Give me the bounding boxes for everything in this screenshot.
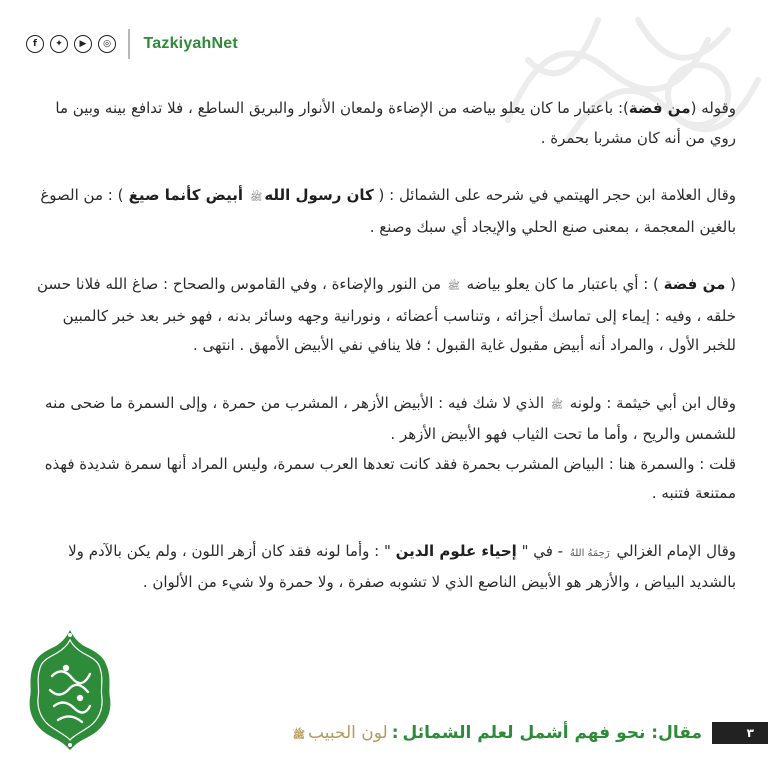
paragraph-5	[34, 537, 736, 598]
text-segment: " : وأما لونه فقد كان أزهر اللون ، ولم يكن بالآدم ولا بالشديد البياض ، والأزهر هو الأبيض الناصع الذي لا تشوبه صفرة ، ولا حمرة ولا شيء من الألوان .	[68, 541, 736, 591]
honorific-symbol: ﷺ	[250, 192, 263, 203]
highlight-phrase: أبيض كأنما صيغ	[123, 186, 249, 204]
article-body	[34, 94, 736, 626]
paragraph-3	[34, 270, 736, 361]
honorific-symbol: ﷺ	[292, 730, 306, 741]
honorific-phrase: رَحِمَهُ اللهُ	[569, 547, 610, 559]
facebook-icon[interactable]: f	[26, 35, 44, 53]
text-segment: وقوله (	[690, 99, 736, 117]
footer-bar	[293, 716, 768, 750]
highlight-phrase: من فضة	[663, 275, 726, 293]
text-segment: ) : أي باعتبار ما كان يعلو بياضه	[461, 275, 664, 293]
brand-name[interactable]: TazkiyahNet	[143, 35, 238, 52]
text-segment: (	[725, 275, 736, 293]
tazkiyah-logo-emblem	[28, 628, 112, 750]
header-divider	[128, 29, 130, 59]
text-segment: من النور والإضاءة ، وفي القاموس والصحاح : صاغ الله فلانا حسن خلقه ، وفيه : إيماء إلى تماسك أجزائه ، وتناسب أعضائه ، ونورانية وجهه وسائر بدنه ، فهو خبر بعد خبر كالمبين للخبر الأول ، والمراد أنه أبيض مقبول غاية القبول ؛ فلا ينافي نفي الأبيض الأمهق . انتهى .	[36, 275, 736, 354]
article-subtitle: لون الحبيب	[308, 723, 388, 743]
text-segment: وقال ابن أبي خيثمة : ولونه	[565, 393, 736, 412]
book-title: إحياء علوم الدين	[395, 541, 517, 560]
text-segment: - في "	[516, 541, 568, 560]
article-title	[293, 723, 702, 743]
header-bar	[26, 30, 238, 58]
youtube-icon[interactable]: ▶	[74, 35, 92, 53]
paragraph-2	[34, 181, 736, 242]
article-title-main: مقال: نحو فهم أشمل لعلم الشمائل	[402, 723, 702, 743]
text-segment: وقال العلامة ابن حجر الهيتمي في شرحه على الشمائل : (	[373, 186, 736, 204]
paragraph-line: قلت : والسمرة هنا : البياض المشرب بحمرة فقد كانت تعدها العرب سمرة، وليس المراد أنها سمرة شديدة فهذه ممتنعة فتنبه .	[44, 454, 736, 502]
paragraph-1	[34, 94, 736, 153]
text-segment: ) : من الصوغ بالغين المعجمة ، بمعنى صنع الحلي والإيجاد أي سبك وصنع .	[40, 186, 736, 236]
honorific-symbol: ﷺ	[550, 399, 564, 411]
honorific-symbol: ﷺ	[447, 281, 460, 292]
text-segment: ): باعتبار ما كان يعلو بياضه من الإضاءة ولمعان الأنوار والبريق الساطع ، فلا تدافع بينه وبين ما روي من أنه كان مشربا بحمرة .	[55, 99, 736, 147]
instagram-icon[interactable]: ◎	[98, 35, 116, 53]
twitter-icon[interactable]: ✦	[50, 35, 68, 53]
text-segment: الذي لا شك فيه : الأبيض الأزهر ، المشرب من حمرة ، وإلى السمرة ما ضحى منه للشمس والريح ، وأما ما تحت الثياب فهو الأبيض الأزهر .	[45, 393, 736, 443]
paragraph-line	[34, 389, 736, 450]
highlight-phrase: كان رسول الله	[264, 186, 374, 204]
page-number: ٣	[712, 722, 768, 744]
text-segment: وقال الإمام الغزالي	[611, 541, 736, 560]
paragraph-4	[34, 389, 736, 509]
highlight-phrase: من فضة	[628, 99, 691, 117]
title-separator: :	[391, 723, 399, 743]
